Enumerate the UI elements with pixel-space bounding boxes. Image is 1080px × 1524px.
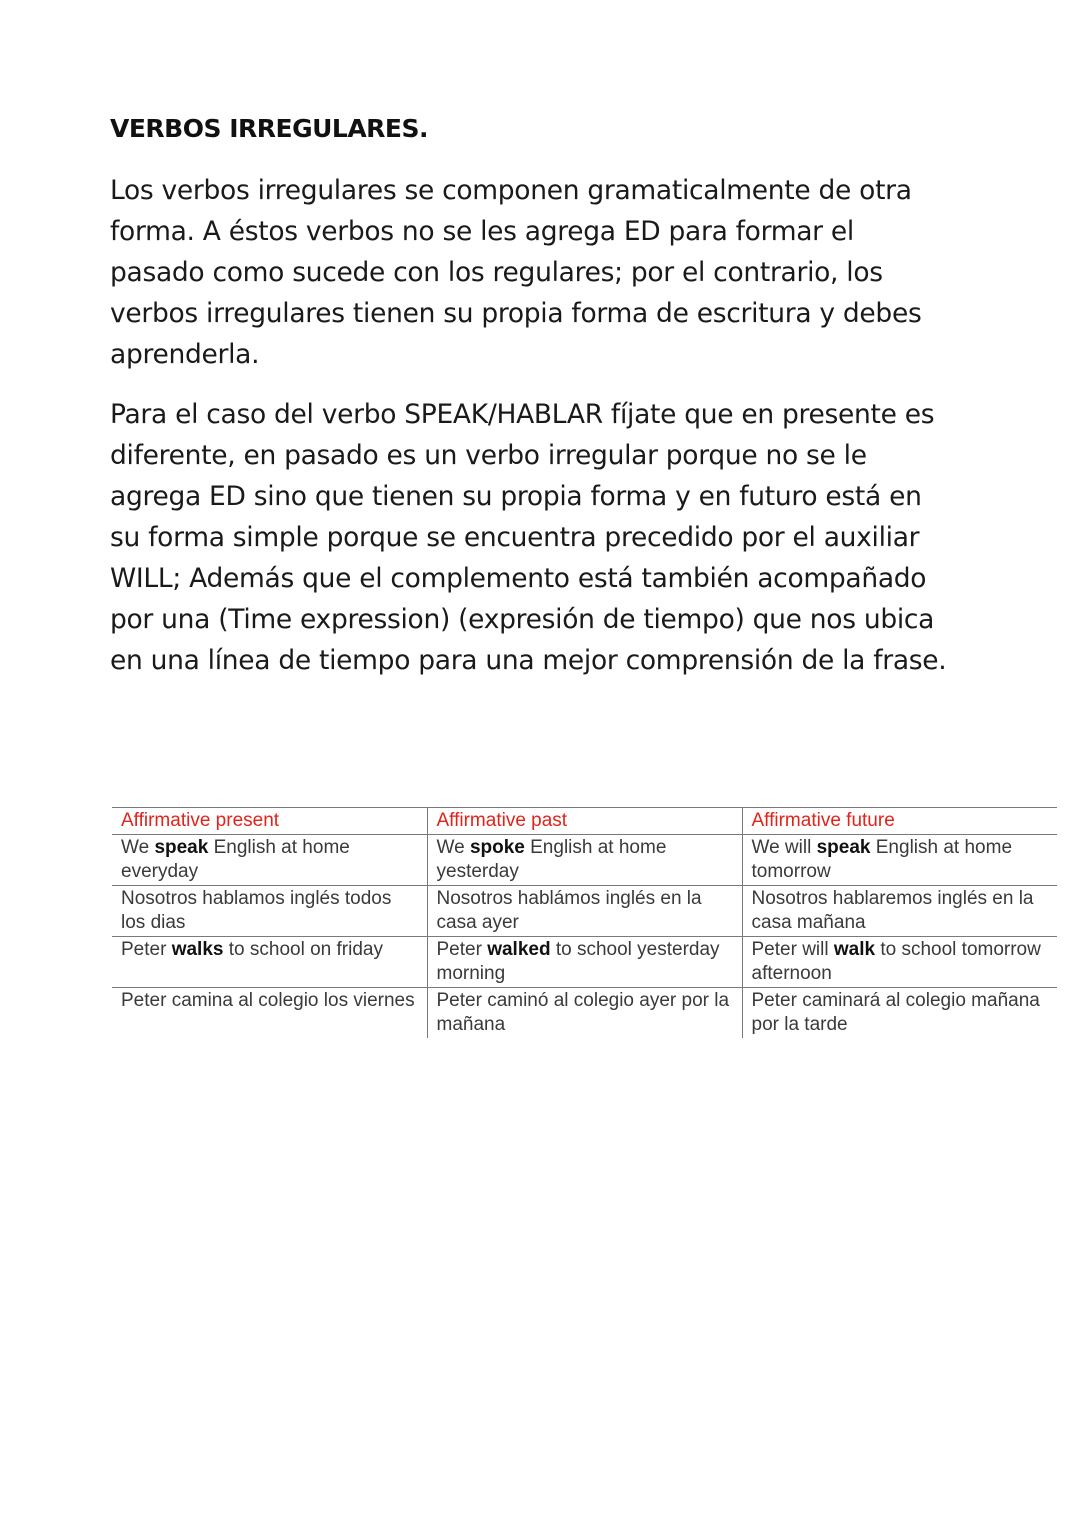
table-header-row xyxy=(112,808,1057,835)
table-cell: We spoke English at home yesterday xyxy=(427,834,742,885)
table-row xyxy=(112,885,1057,936)
verb-highlight: walked xyxy=(487,938,551,960)
table-cell: Nosotros hablaremos inglés en la casa mañana xyxy=(742,885,1057,936)
verb-highlight: walks xyxy=(171,938,224,960)
verb-highlight: speak xyxy=(154,836,209,858)
table-cell: We speak English at home everyday xyxy=(112,834,427,885)
table-row xyxy=(112,834,1057,885)
verb-highlight: speak xyxy=(816,836,871,858)
table-cell: Peter will walk to school tomorrow afternoon xyxy=(742,936,1057,987)
paragraph-speak-example: Para el caso del verbo SPEAK/HABLAR fíjate que en presente es diferente, en pasado es un verbo irregular porque no se le agrega ED sino que tienen su propia forma y en futuro está en su forma simple porque se encuentra precedido por el auxiliar WILL; Además que el complemento está también acompañado por una (Time expression) (expresión de tiempo) que nos ubica en una línea de tiempo para una mejor comprensión de la frase. xyxy=(110,399,947,676)
verb-highlight: walk xyxy=(833,938,876,960)
table-cell: We will speak English at home tomorrow xyxy=(742,834,1057,885)
table-cell: Peter caminó al colegio ayer por la mañana xyxy=(427,987,742,1038)
header-affirmative-past: Affirmative past xyxy=(427,808,742,835)
table-cell: Peter walked to school yesterday morning xyxy=(427,936,742,987)
table-row xyxy=(112,936,1057,987)
table-cell: Peter caminará al colegio mañana por la tarde xyxy=(742,987,1057,1038)
table-cell: Nosotros hablámos inglés en la casa ayer xyxy=(427,885,742,936)
paragraph-irregular-verbs: Los verbos irregulares se componen gramaticalmente de otra forma. A éstos verbos no se les agrega ED para formar el pasado como sucede con los regulares; por el contrario, los verbos irregulares tienen su propia forma de escritura y debes aprenderla. xyxy=(110,175,922,370)
table-cell: Peter walks to school on friday xyxy=(112,936,427,987)
header-affirmative-present: Affirmative present xyxy=(112,808,427,835)
table-cell: Nosotros hablamos inglés todos los dias xyxy=(112,885,427,936)
page-title: VERBOS IRREGULARES. xyxy=(110,114,429,143)
header-affirmative-future: Affirmative future xyxy=(742,808,1057,835)
table-row xyxy=(112,987,1057,1038)
verb-tense-table xyxy=(112,807,1057,1038)
table-cell: Peter camina al colegio los viernes xyxy=(112,987,427,1038)
verb-highlight: spoke xyxy=(469,836,525,858)
